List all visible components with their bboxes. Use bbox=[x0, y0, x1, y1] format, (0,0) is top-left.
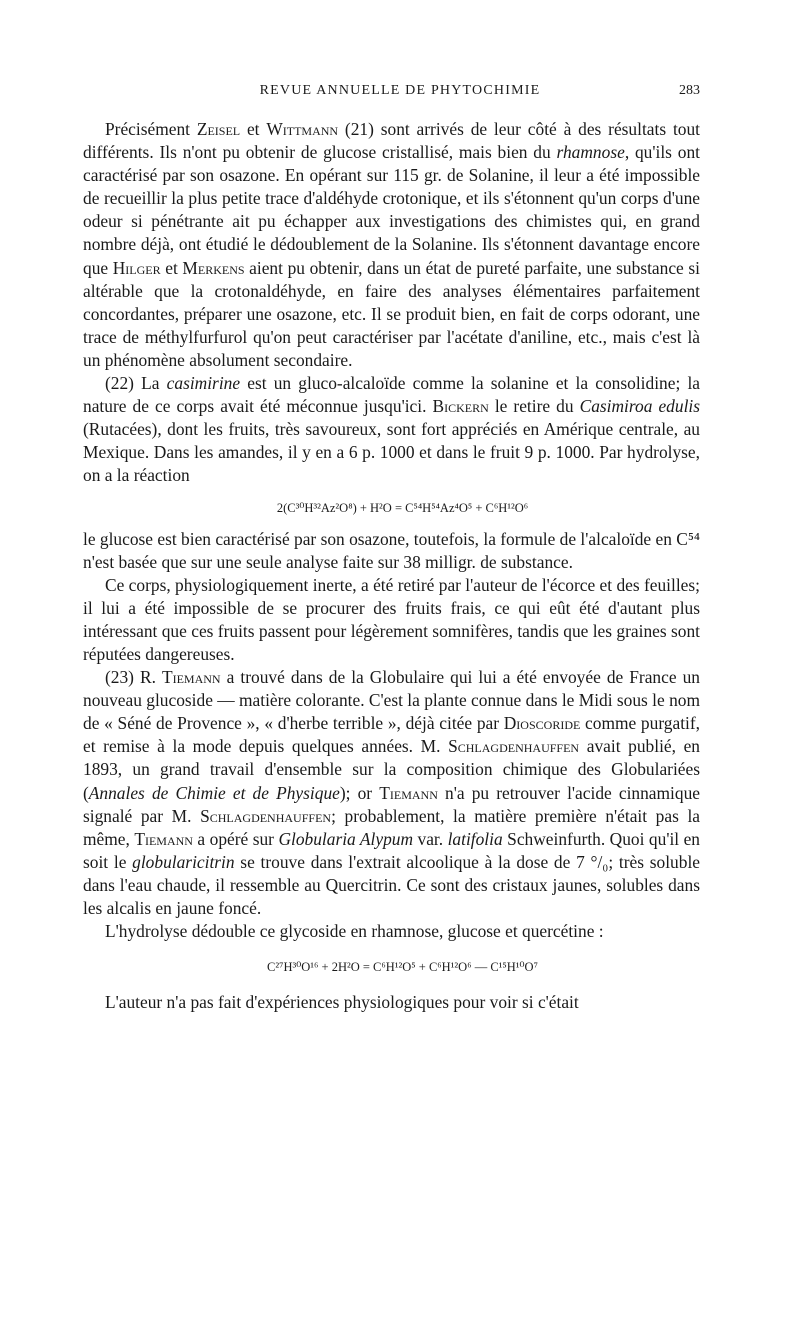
author-name: Tiemann bbox=[161, 667, 221, 688]
author-name: Zeisel bbox=[196, 119, 241, 139]
species-name: Casimiroa edulis bbox=[579, 396, 701, 417]
chemical-formula: C²⁷H³⁰O¹⁶ + 2H²O = C⁶H¹²O⁵ + C⁶H¹²O⁶ — C¹⁵H¹⁰O⁷ bbox=[267, 960, 538, 975]
author-name: Tiemann bbox=[379, 782, 438, 803]
emphasis-term: globularicitrin bbox=[132, 851, 235, 872]
author-name: Bickern bbox=[432, 396, 489, 417]
author-name: Dioscoride bbox=[503, 713, 581, 734]
author-name: Schlagdenhauffen bbox=[448, 736, 580, 757]
page-number: 283 bbox=[679, 83, 700, 98]
paragraph-hydrolyse: L'hydrolyse dédouble ce glycoside en rhamnose, glucose et quercétine : bbox=[105, 921, 604, 942]
body-text bbox=[83, 118, 700, 1014]
paragraph-casimirine: (22) La casimirine est un gluco-alcaloïde comme la solanine et la consolidine; la nature de ce corps avait été méconnue jusqu'ici. Bickern le retire du Casimiroa edulis (Rutacées), dont les fruits, très savoureux, sont fort appréciés en Amérique centrale, au Mexique. Dans les amandes, il y en a 6 p. 1000 et dans le fruit 9 p. 1000. Par hydrolyse, on a la réaction bbox=[83, 373, 701, 486]
paragraph-glucose-osazone: le glucose est bien caractérisé par son osazone, toutefois, la formule de l'alcaloïde en C⁵⁴ n'est basée que sur une seule analyse faite sur 38 milligr. de substance. bbox=[83, 528, 700, 572]
author-name: Schlagdenhauffen bbox=[200, 805, 332, 826]
author-name: Tiemann bbox=[134, 828, 193, 849]
page-header bbox=[100, 83, 700, 107]
variety-name: latifolia bbox=[447, 828, 503, 849]
paragraph-physiologie: Ce corps, physiologiquement inerte, a été retiré par l'auteur de l'écorce et des feuilles; il lui a été impossible de se procurer des fruits frais, ce qui eût été d'autant plus intéressant que ces fruits passent pour légèrement somnifères, tandis que les graines sont réputées dangereuses. bbox=[83, 574, 700, 664]
author-name: Merkens bbox=[182, 257, 245, 278]
author-name: Hilger bbox=[112, 257, 161, 278]
paragraph-globulaire: (23) R. Tiemann a trouvé dans de la Globulaire qui lui a été envoyée de France un nouveau glucoside — matière colorante. C'est la plante connue dans le Midi sous le nom de « Séné de Provence », « d'herbe terrible », déjà citée par Dioscoride comme purgatif, et remise à la mode depuis quelques années. M. Schlagdenhauffen avait publié, en 1893, un grand travail d'ensemble sur la composition chimique des Globulariées (Annales de Chimie et de Physique); or Tiemann n'a pu retrouver l'acide cinnamique signalé par M. Schlagdenhauffen; probablement, la matière première n'était pas la même, Tiemann a opéré sur Globularia Alypum var. latifolia Schweinfurth. Quoi qu'il en soit le globularicitrin se trouve dans l'extrait alcoolique à la dose de 7 °/₀; très soluble dans l'eau chaude, il ressemble au Quercitrin. Ce sont des cristaux jaunes, solubles dans les alcalis en jaune foncé. bbox=[83, 667, 701, 918]
running-title: REVUE ANNUELLE DE PHYTOCHIMIE bbox=[259, 83, 541, 98]
paragraph-auteur: L'auteur n'a pas fait d'expériences physiologiques pour voir si c'était bbox=[105, 992, 579, 1013]
journal-title: Annales de Chimie et de Physique bbox=[88, 782, 340, 803]
author-name: Wittmann bbox=[266, 119, 339, 139]
species-name: Globularia Alypum bbox=[278, 828, 414, 849]
paragraph-zeisel-wittmann: Précisément Zeisel et Wittmann (21) sont arrivés de leur côté à des résultats tout différents. Ils n'ont pu obtenir de glucose cristallisé, mais bien du rhamnose, qu'ils ont caractérisé par son osazone. En opérant sur 115 gr. de Solanine, il leur a été impossible de recueillir la plus petite trace d'aldéhyde crotonique, et ils s'étonnent qu'un corps d'une odeur si pénétrante ait pu échapper aux investigations des chimistes qui, en grand nombre déjà, ont étudié le dédoublement de la Solanine. Ils s'étonnent davantage encore que Hilger et Merkens aient pu obtenir, dans un état de pureté parfaite, une substance si altérable que la crotonaldéhyde, en faire des analyses élémentaires parfaitement concordantes, préparer une osazone, etc. Il se produit bien, en fait de corps odorant, une trace de méthylfurfurol qu'on peut caractériser par l'acétate d'aniline, etc., mais c'est là un phénomène absolument secondaire. bbox=[83, 119, 700, 370]
emphasis-term: rhamnose bbox=[556, 142, 625, 163]
emphasis-term: casimirine bbox=[166, 373, 241, 394]
chemical-formula: 2(C³⁰H³²Az²O⁸) + H²O = C⁵⁴H⁵⁴Az⁴O⁵ + C⁶H¹²O⁶ bbox=[276, 500, 529, 515]
